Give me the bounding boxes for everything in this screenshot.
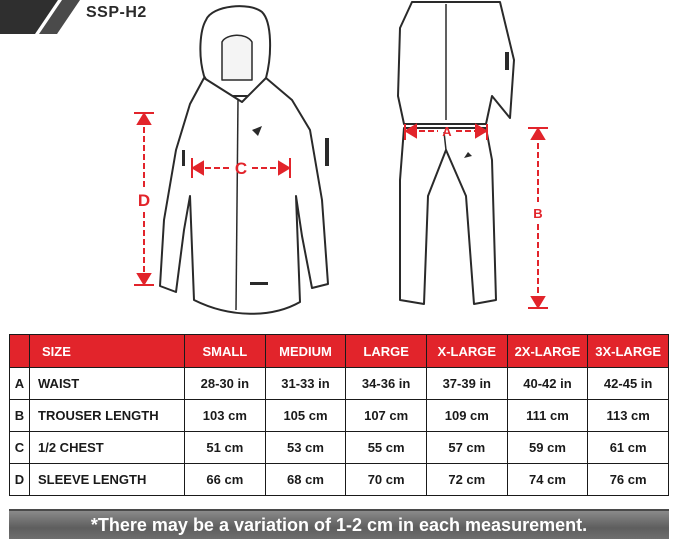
- row-letter: D: [10, 464, 30, 496]
- header-size-3x-large: 3X-LARGE: [588, 335, 669, 368]
- table-cell: 53 cm: [265, 432, 346, 464]
- table-cell: 76 cm: [588, 464, 669, 496]
- table-cell: 68 cm: [265, 464, 346, 496]
- table-cell: 105 cm: [265, 400, 346, 432]
- table-cell: 37-39 in: [426, 368, 507, 400]
- header-size-label: SIZE: [30, 335, 185, 368]
- table-cell: 51 cm: [185, 432, 266, 464]
- measurement-label-d: D: [137, 191, 151, 210]
- row-letter: C: [10, 432, 30, 464]
- measurement-label-a: A: [442, 124, 452, 139]
- table-cell: 55 cm: [346, 432, 427, 464]
- table-cell: 74 cm: [507, 464, 588, 496]
- product-measurement-diagram: [120, 0, 570, 325]
- row-label: 1/2 CHEST: [30, 432, 185, 464]
- table-cell: 66 cm: [185, 464, 266, 496]
- row-letter: B: [10, 400, 30, 432]
- row-label: SLEEVE LENGTH: [30, 464, 185, 496]
- table-cell: 31-33 in: [265, 368, 346, 400]
- table-cell: 34-36 in: [346, 368, 427, 400]
- header-size-small: SMALL: [185, 335, 266, 368]
- table-row-sleeve-length: [10, 464, 669, 496]
- header-letter-cell: [10, 335, 30, 368]
- header-size-large: LARGE: [346, 335, 427, 368]
- table-cell: 70 cm: [346, 464, 427, 496]
- row-letter: A: [10, 368, 30, 400]
- table-cell: 103 cm: [185, 400, 266, 432]
- trousers-drawing: [398, 2, 514, 304]
- row-label: WAIST: [30, 368, 185, 400]
- header-size-medium: MEDIUM: [265, 335, 346, 368]
- table-row-half-chest: [10, 432, 669, 464]
- row-label: TROUSER LENGTH: [30, 400, 185, 432]
- table-cell: 57 cm: [426, 432, 507, 464]
- header-size-x-large: X-LARGE: [426, 335, 507, 368]
- table-cell: 42-45 in: [588, 368, 669, 400]
- measurement-variation-note: *There may be a variation of 1-2 cm in each measurement.: [9, 509, 669, 539]
- table-cell: 111 cm: [507, 400, 588, 432]
- table-row-waist: [10, 368, 669, 400]
- model-code: SSP-H2: [86, 4, 147, 21]
- table-cell: 59 cm: [507, 432, 588, 464]
- measurement-label-c: C: [234, 159, 248, 178]
- table-cell: 113 cm: [588, 400, 669, 432]
- table-cell: 107 cm: [346, 400, 427, 432]
- table-cell: 109 cm: [426, 400, 507, 432]
- table-cell: 61 cm: [588, 432, 669, 464]
- measurement-label-b: B: [533, 206, 543, 221]
- size-chart-table: [9, 334, 669, 496]
- table-cell: 28-30 in: [185, 368, 266, 400]
- size-header-row: [10, 335, 669, 368]
- table-cell: 72 cm: [426, 464, 507, 496]
- table-cell: 40-42 in: [507, 368, 588, 400]
- table-row-trouser-length: [10, 400, 669, 432]
- header-size-2x-large: 2X-LARGE: [507, 335, 588, 368]
